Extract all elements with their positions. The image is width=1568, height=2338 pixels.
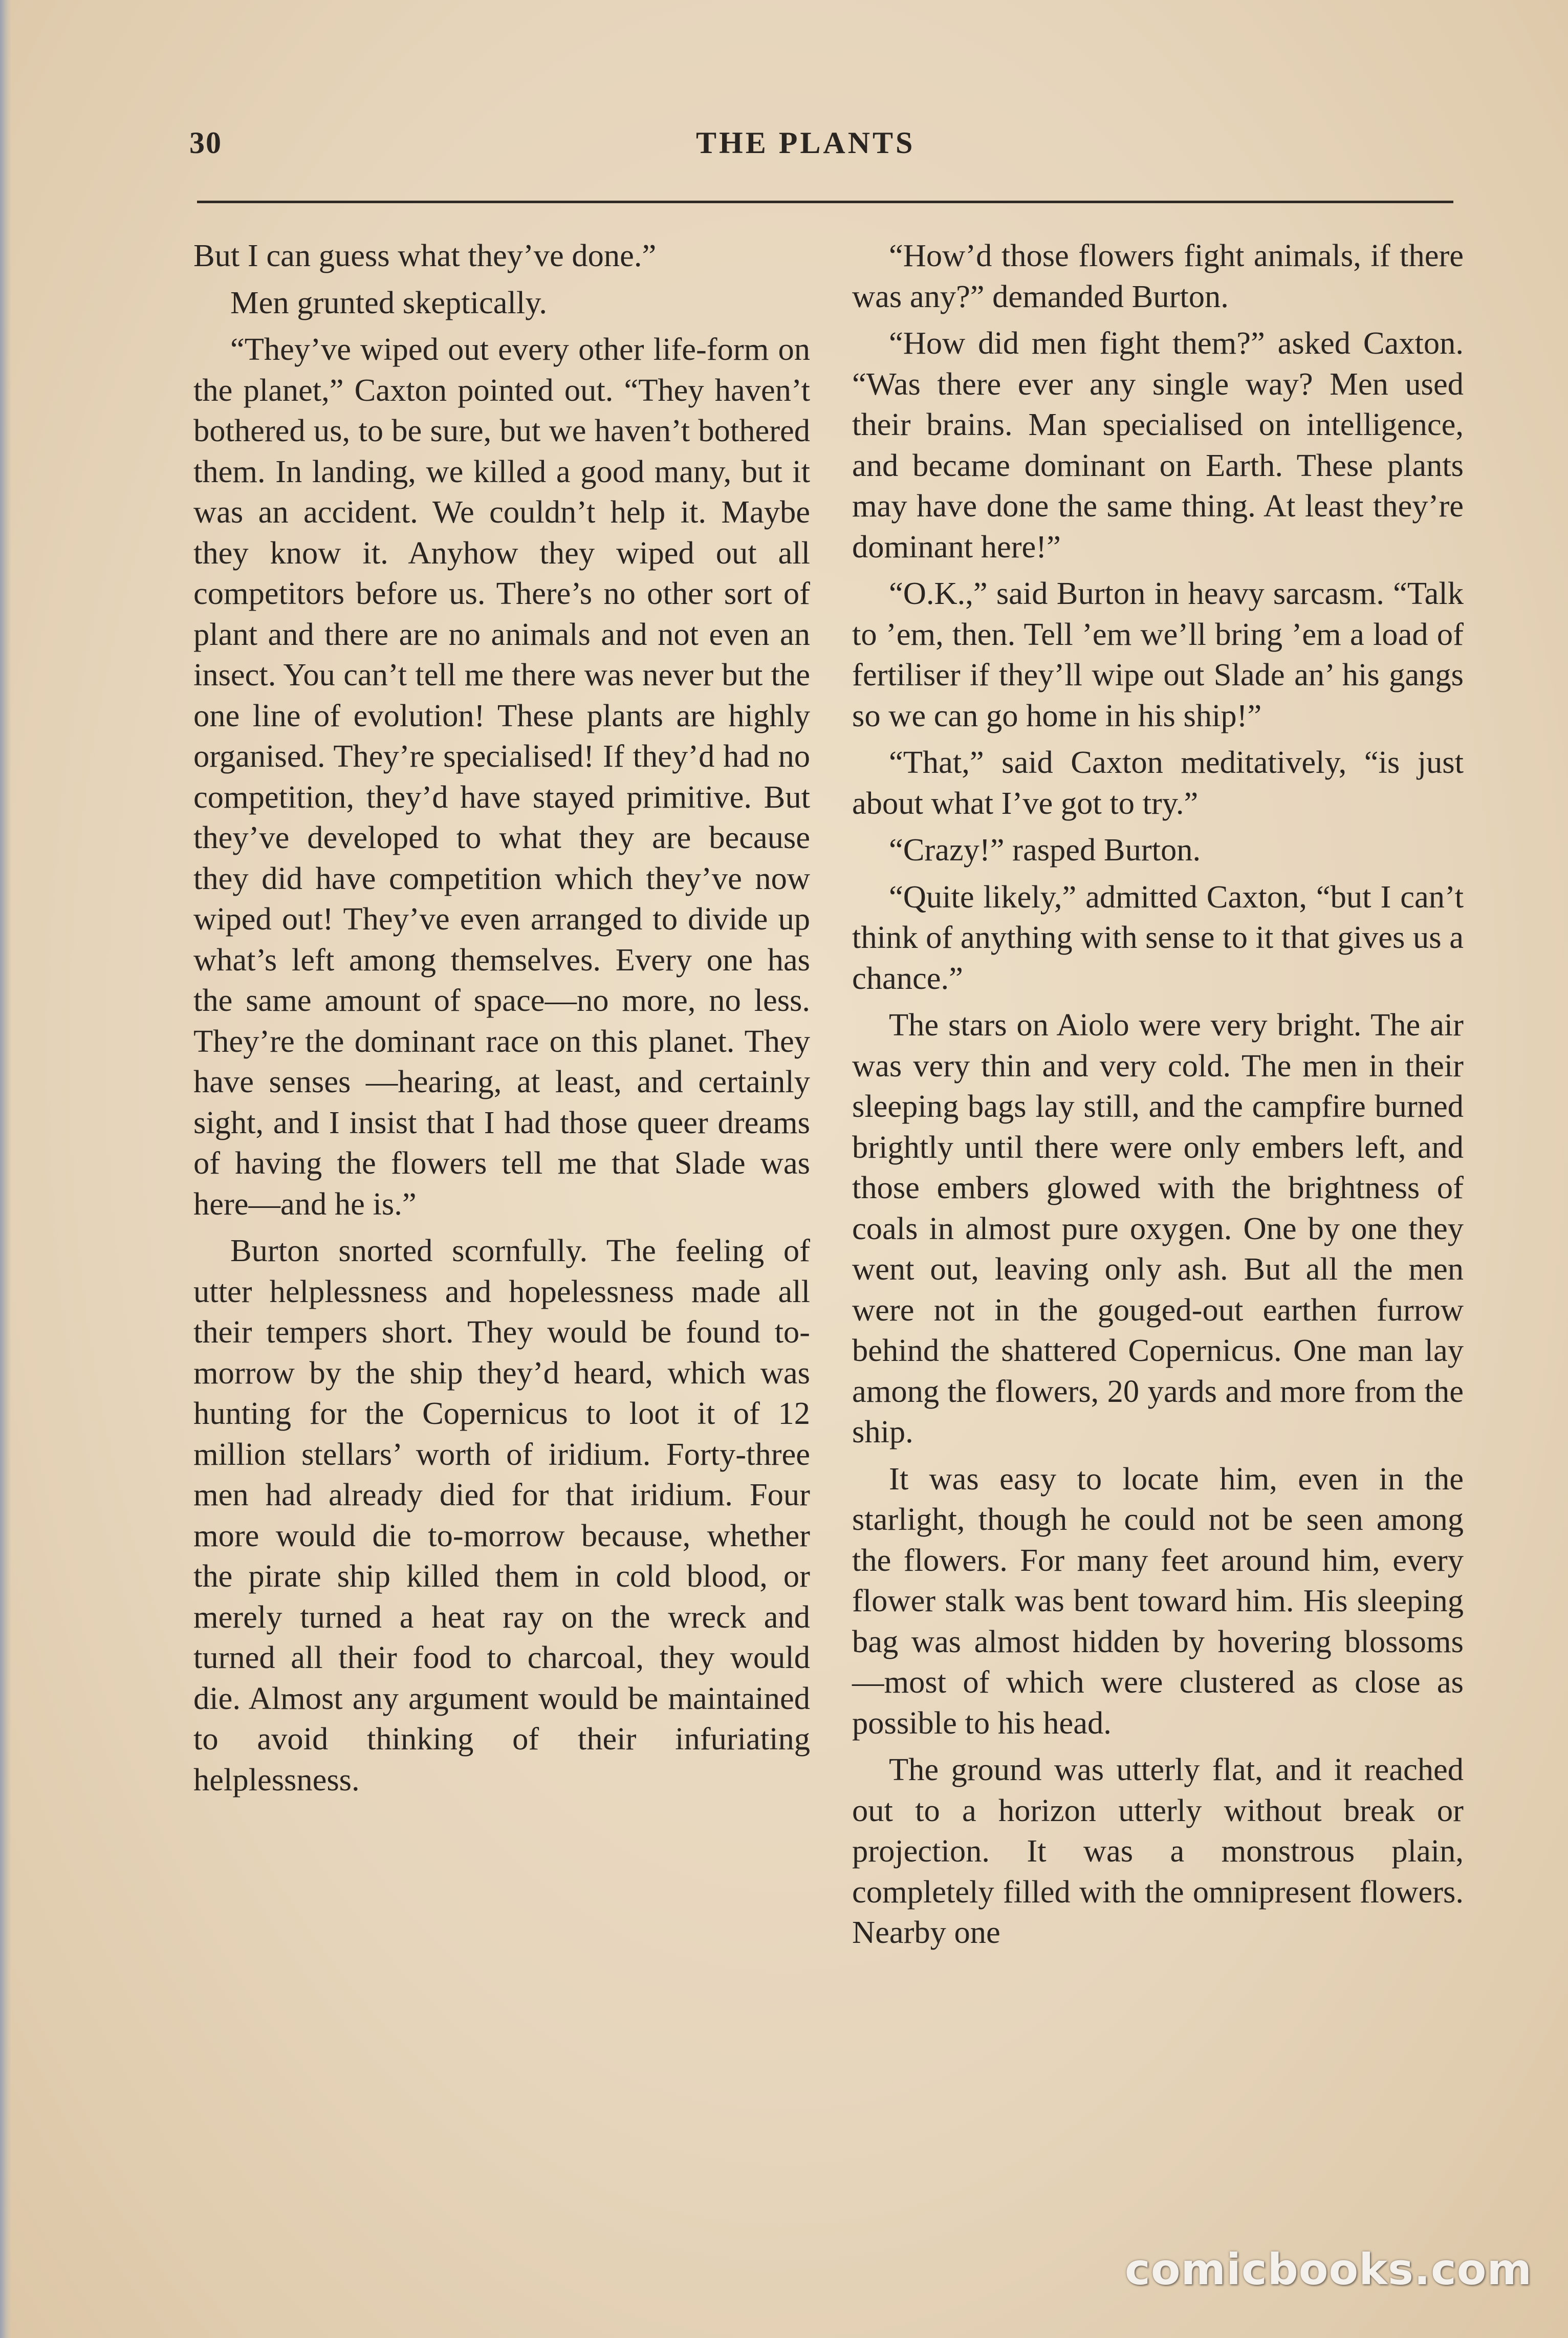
paragraph: “They’ve wiped out every other life-form on the planet,” Caxton pointed out. “They haven’t bothered us, to be sure, but we haven’t bothered them. In landing, we killed a good many, but it was an accident. We couldn’t help it. Maybe they know it. Anyhow they wiped out all competitors before us. There’s no other sort of plant and there are no animals and not even an insect. You can’t tell me there was never but the one line of evolution! These plants are highly organised. They’re specialised! If they’d had no competition, they’d have stayed primitive. But they’ve developed to what they are because they did have competition which they’ve now wiped out! They’ve even arranged to divide up what’s left among themselves. Every one has the same amount of space—no more, no less. They’re the dominant race on this planet. They have senses —hearing, at least, and certainly sight, and I insist that I had those queer dreams of having the flowers tell me that Slade was here—and he is.” [193,331,810,1222]
paragraph: “O.K.,” said Burton in heavy sarcasm. “Talk to ’em, then. Tell ’em we’ll bring ’em a load of fertiliser if they’ll wipe out Slade an’ his gangs so we can go home in his ship!” [852,575,1464,733]
header-rule [197,201,1453,203]
page-edge [0,0,11,2338]
paragraph: “How’d those flowers fight animals, if there was any?” demanded Burton. [852,237,1464,314]
paragraph: The stars on Aiolo were very bright. The air was very thin and very cold. The men in their sleeping bags lay still, and the campfire burned brightly until there were only embers left, and those embers glowed with the brightness of coals in almost pure oxygen. One by one they went out, leaving only ash. But all the men were not in the gouged-out earthen furrow behind the shattered Copernicus. One man lay among the flowers, 20 yards and more from the ship. [852,1007,1464,1449]
paragraph: Burton snorted scornfully. The feeling of utter helplessness and hopelessness made all their tempers short. They would be found to-morrow by the ship they’d heard, which was hunting for the Copernicus to loot it of 12 million stellars’ worth of iridium. Forty-three men had already died for that iridium. Four more would die to-morrow because, whether the pirate ship killed them in cold blood, or merely turned a heat ray on the wreck and turned all their food to charcoal, they would die. Almost any argument would be maintained to avoid thinking of their infuriating helplessness. [193,1232,810,1798]
paragraph: “That,” said Caxton meditatively, “is just about what I’ve got to try.” [852,744,1464,821]
left-column [193,235,810,1806]
paragraph: But I can guess what they’ve done.” [193,237,657,273]
paragraph: The ground was utterly flat, and it reached out to a horizon utterly without break or projection. It was a monstrous plain, completely filled with the omnipresent flowers. Nearby one [852,1751,1464,1950]
paragraph: It was easy to locate him, even in the starlight, though he could not be seen among the flowers. For many feet around him, every flower stalk was bent toward him. His sleeping bag was almost hidden by hovering blossoms—most of which were clustered as close as possible to his head. [852,1460,1464,1741]
paragraph: “Crazy!” rasped Burton. [889,832,1201,868]
right-column [852,235,1464,1959]
paragraph: “Quite likely,” admitted Caxton, “but I can’t think of anything with sense to it that gives us a chance.” [852,878,1464,996]
paragraph: “How did men fight them?” asked Caxton. “Was there ever any single way? Men used their brains. Man specialised on intelligence, and became dominant on Earth. These plants may have done the same thing. At least they’re dominant here!” [852,325,1464,565]
page-header [189,125,1453,171]
watermark: comicbooks.com [1125,2244,1532,2294]
running-title: THE PLANTS [696,126,916,160]
paragraph: Men grunted skeptically. [230,284,548,320]
page-number: 30 [189,126,222,160]
